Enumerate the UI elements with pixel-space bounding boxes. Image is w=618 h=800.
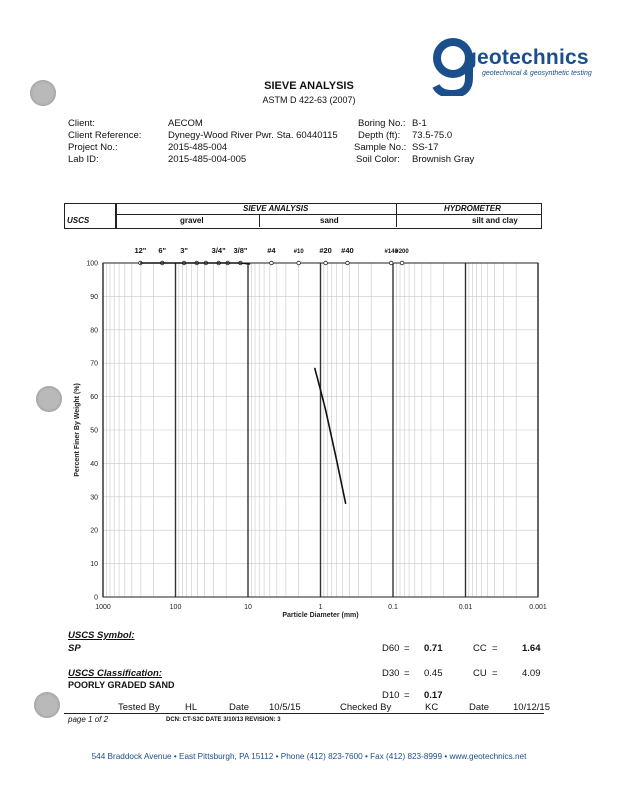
gradation-data-point [227, 262, 228, 263]
sample-no-label: Sample No.: [354, 142, 407, 153]
gradation-data-point [183, 262, 184, 263]
checked-by-value: KC [425, 702, 439, 713]
y-tick-label: 70 [90, 360, 98, 368]
sieve-label: 3/4" [211, 246, 226, 255]
uscs-class-label: USCS Classification: [68, 668, 162, 679]
silt-clay-header: silt and clay [472, 216, 518, 225]
gradation-data-point [218, 262, 219, 263]
sieve-label: #200 [395, 249, 409, 255]
y-tick-label: 20 [90, 527, 98, 535]
report-title: SIEVE ANALYSIS [264, 80, 354, 92]
uscs-class-value: POORLY GRADED SAND [68, 680, 175, 690]
sieve-marker [270, 261, 274, 265]
date-value-1: 10/5/15 [269, 702, 301, 713]
report-standard: ASTM D 422-63 (2007) [262, 95, 356, 105]
y-tick-label: 10 [90, 561, 98, 569]
boring-no-value: B-1 [412, 118, 427, 129]
gradation-data-point [249, 263, 250, 264]
d30-label: D30 [382, 668, 400, 679]
x-tick-label: 100 [169, 604, 182, 611]
document-code: DCN: CT-S3C DATE 3/10/13 REVISION: 3 [166, 717, 281, 723]
date-label-2: Date [469, 702, 490, 713]
sieve-label: 3/8" [233, 246, 248, 255]
d30-value: 0.45 [424, 668, 443, 679]
sieve-label: 3" [180, 246, 188, 255]
x-tick-label: 0.1 [388, 604, 398, 611]
logo-tagline: geotechnical & geosynthetic testing [482, 70, 592, 77]
soil-color-label: Soil Color: [356, 154, 400, 165]
y-tick-label: 60 [90, 394, 98, 402]
lab-id-value: 2015-485-004-005 [168, 154, 247, 165]
gradation-data-point [314, 368, 315, 369]
sand-header: sand [320, 216, 339, 225]
binder-hole-bottom [34, 692, 60, 718]
d60-eq: = [404, 643, 410, 654]
gradation-data-point [325, 409, 326, 410]
cu-value: 4.09 [522, 668, 541, 679]
d10-label: D10 [382, 690, 400, 701]
y-tick-label: 100 [86, 260, 98, 268]
x-tick-label: 0.01 [458, 604, 473, 611]
d60-value: 0.71 [424, 643, 443, 654]
sieve-marker [324, 261, 328, 265]
sieve-marker [297, 261, 301, 265]
depth-value: 73.5-75.0 [412, 130, 453, 141]
sieve-label: 12" [134, 246, 147, 255]
date-value-2: 10/12/15 [513, 702, 550, 713]
gradation-data-point [140, 262, 141, 263]
gradation-data-point [320, 389, 321, 390]
sieve-label: #140 [384, 249, 398, 255]
client-reference-label: Client Reference: [68, 130, 142, 141]
y-tick-label: 80 [90, 327, 98, 335]
x-tick-label: 1 [318, 604, 323, 611]
gradation-data-point [240, 262, 241, 263]
sieve-marker [389, 261, 393, 265]
client-reference-value: Dynegy-Wood River Pwr. Sta. 60440115 [168, 130, 338, 141]
uscs-symbol-value: SP [68, 643, 81, 654]
sample-no-value: SS-17 [412, 142, 439, 153]
sieve-label: #20 [319, 246, 332, 255]
sieve-analysis-header: SIEVE ANALYSIS [243, 204, 309, 213]
d30-eq: = [404, 668, 410, 679]
d10-eq: = [404, 690, 410, 701]
gravel-header: gravel [180, 216, 204, 225]
cc-value: 1.64 [522, 643, 541, 654]
d10-value: 0.17 [424, 690, 443, 701]
sieve-marker [346, 261, 350, 265]
project-no-label: Project No.: [68, 142, 118, 153]
signoff-rule [64, 713, 544, 714]
soil-color-value: Brownish Gray [412, 154, 475, 165]
checked-by-label: Checked By [340, 702, 392, 713]
project-no-value: 2015-485-004 [168, 142, 228, 153]
uscs-header-label: USCS [67, 216, 90, 225]
cu-eq: = [492, 668, 498, 679]
uscs-symbol-label: USCS Symbol: [68, 630, 135, 641]
footer-address: 544 Braddock Avenue • East Pittsburgh, PA 15112 • Phone (412) 823-7600 • Fax (412) 823-8999 • www.geotechnics.net [91, 752, 527, 761]
date-label-1: Date [229, 702, 250, 713]
hydrometer-header: HYDROMETER [444, 204, 501, 213]
tested-by-value: HL [185, 702, 198, 713]
y-tick-label: 40 [90, 460, 98, 468]
gradation-curve-segment [315, 368, 346, 503]
y-axis-title: Percent Finer By Weight (%) [74, 383, 81, 477]
gradation-data-point [205, 262, 206, 263]
x-tick-label: 0.001 [529, 604, 547, 611]
y-tick-label: 90 [90, 293, 98, 301]
cc-eq: = [492, 643, 498, 654]
lab-id-label: Lab ID: [68, 154, 99, 165]
sieve-label: #40 [341, 246, 354, 255]
client-label: Client: [68, 118, 95, 129]
y-tick-label: 30 [90, 494, 98, 502]
depth-label: Depth (ft): [358, 130, 401, 141]
sieve-marker [400, 261, 404, 265]
x-axis-title: Particle Diameter (mm) [282, 612, 359, 619]
tested-by-label: Tested By [118, 702, 160, 713]
d60-label: D60 [382, 643, 400, 654]
boring-no-label: Boring No.: [358, 118, 406, 129]
x-tick-label: 1000 [95, 604, 111, 611]
sieve-label: 6" [158, 246, 167, 255]
gradation-data-point [196, 262, 197, 263]
gradation-data-point [336, 459, 337, 460]
x-tick-label: 10 [244, 604, 252, 611]
client-value: AECOM [168, 118, 203, 129]
gradation-data-point [345, 503, 346, 504]
logo-wordmark: geotechnics [464, 46, 589, 69]
sieve-label: #4 [267, 246, 276, 255]
gradation-data-point [162, 262, 163, 263]
y-tick-label: 0 [94, 594, 98, 602]
cu-label: CU [473, 668, 487, 679]
sieve-label: #10 [293, 249, 304, 255]
cc-label: CC [473, 643, 487, 654]
y-tick-label: 50 [90, 427, 98, 435]
page-number: page 1 of 2 [68, 715, 109, 724]
